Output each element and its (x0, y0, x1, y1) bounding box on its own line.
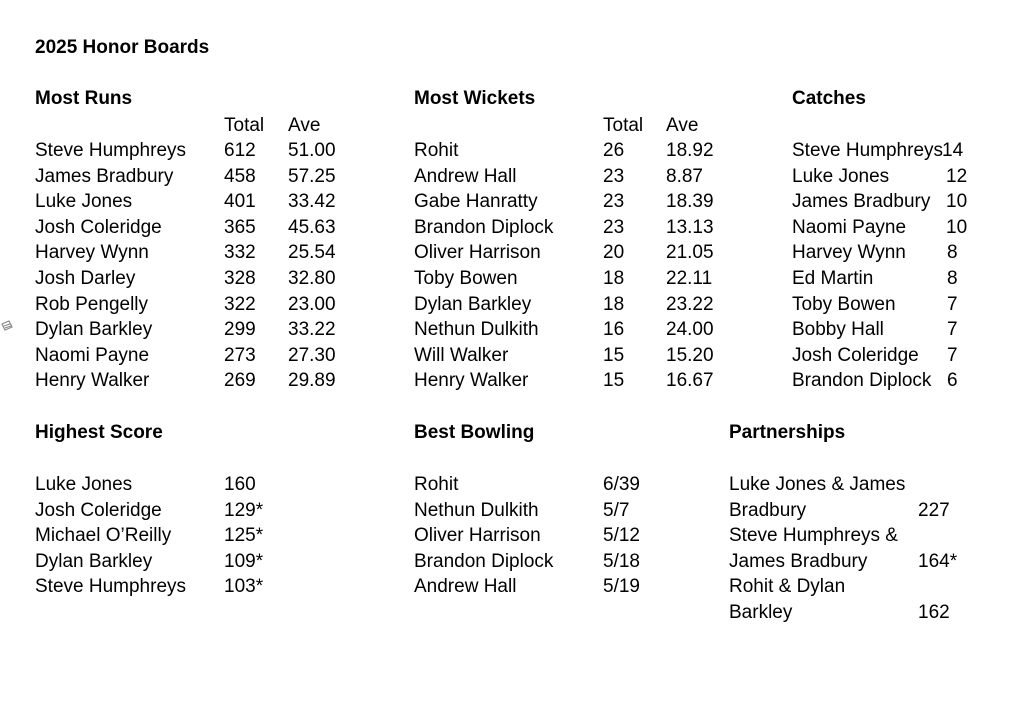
player-name: Josh Coleridge (792, 344, 919, 366)
partnership-runs: 164* (918, 550, 958, 572)
bowling-figures: 5/12 (603, 525, 640, 547)
player-name: Josh Darley (35, 267, 136, 289)
runs-total: 365 (224, 216, 256, 238)
bowling-average: 21.05 (666, 242, 714, 264)
runs-total: 273 (224, 344, 256, 366)
player-name: Rohit (414, 474, 459, 495)
catches-row (792, 164, 992, 190)
highest-score-row (35, 574, 335, 600)
most-wickets-row (414, 215, 744, 241)
wickets-total: 18 (603, 267, 625, 289)
player-name: Bobby Hall (792, 319, 884, 341)
player-name: Harvey Wynn (792, 242, 906, 264)
most-runs-heading: Most Runs (35, 88, 133, 109)
high-score: 103* (224, 576, 264, 598)
most-runs-row (35, 164, 365, 190)
player-name: Ed Martin (792, 267, 874, 289)
most-wickets-row (414, 343, 744, 369)
catch-count: 10 (946, 216, 968, 238)
player-name: Dylan Barkley (414, 293, 532, 315)
player-name: Toby Bowen (414, 267, 518, 289)
bowling-average: 15.20 (666, 344, 714, 366)
player-name: Luke Jones (35, 191, 133, 213)
partnership-row (729, 472, 1009, 523)
player-name: James Bradbury (792, 191, 931, 213)
player-name: Naomi Payne (35, 344, 150, 366)
partnerships-table (729, 472, 1009, 626)
runs-total: 401 (224, 191, 256, 213)
wickets-total: 23 (603, 216, 625, 238)
wickets-total: 15 (603, 344, 625, 366)
most-wickets-total-header: Total (603, 115, 644, 136)
most-runs-row (35, 240, 365, 266)
catches-row (792, 317, 992, 343)
runs-total: 269 (224, 370, 256, 392)
bowling-figures: 5/7 (603, 499, 630, 521)
runs-total: 612 (224, 140, 256, 161)
partnership-names-line2: Bradbury (729, 499, 807, 521)
player-name: Will Walker (414, 344, 509, 366)
player-name: Henry Walker (35, 370, 150, 392)
most-wickets-row (414, 240, 744, 266)
most-wickets-row (414, 368, 744, 394)
most-runs-total-header: Total (224, 115, 265, 136)
wickets-total: 20 (603, 242, 625, 264)
player-name: Brandon Diplock (792, 370, 932, 392)
catch-count: 8 (947, 267, 958, 289)
player-name: Steve Humphreys (35, 140, 187, 161)
partnership-names-line2: Barkley (729, 601, 793, 623)
catch-count: 7 (947, 319, 958, 341)
best-bowling-row (414, 549, 714, 575)
partnership-row (729, 523, 1009, 574)
catch-count: 6 (947, 370, 958, 392)
catches-row (792, 292, 992, 318)
bowling-average: 18.39 (666, 191, 714, 213)
catches-heading: Catches (792, 88, 866, 109)
catches-row (792, 266, 992, 292)
catches-row (792, 240, 992, 266)
partnership-runs: 227 (918, 499, 950, 521)
most-wickets-row (414, 138, 744, 164)
high-score: 125* (224, 525, 264, 547)
best-bowling-row (414, 574, 714, 600)
partnership-row (729, 574, 1009, 625)
most-wickets-heading: Most Wickets (414, 88, 536, 109)
most-runs-row (35, 189, 365, 215)
wickets-total: 26 (603, 140, 625, 161)
highest-score-row (35, 498, 335, 524)
most-wickets-row (414, 189, 744, 215)
runs-total: 299 (224, 319, 256, 341)
player-name: Michael O’Reilly (35, 525, 172, 547)
batting-average: 57.25 (288, 165, 336, 187)
runs-total: 458 (224, 165, 256, 187)
player-name: Steve Humphreys (792, 140, 944, 161)
player-name: Nethun Dulkith (414, 499, 539, 521)
player-name: Luke Jones (35, 474, 133, 495)
partnership-names-line1: Luke Jones & James (729, 474, 906, 495)
wickets-total: 18 (603, 293, 625, 315)
most-wickets-row (414, 292, 744, 318)
player-name: Oliver Harrison (414, 525, 541, 547)
runs-total: 332 (224, 242, 256, 264)
high-score: 109* (224, 550, 264, 572)
most-wickets-row (414, 266, 744, 292)
best-bowling-row (414, 472, 714, 498)
most-runs-table (35, 138, 365, 394)
best-bowling-heading: Best Bowling (414, 422, 535, 443)
player-name: Oliver Harrison (414, 242, 541, 264)
batting-average: 51.00 (288, 140, 336, 161)
page-title: 2025 Honor Boards (35, 37, 210, 58)
player-name: Brandon Diplock (414, 550, 554, 572)
highest-score-heading: Highest Score (35, 422, 163, 443)
player-name: Andrew Hall (414, 576, 517, 598)
catches-row (792, 138, 992, 164)
player-name: Dylan Barkley (35, 550, 153, 572)
catch-count: 7 (947, 293, 958, 315)
high-score: 129* (224, 499, 264, 521)
most-runs-row (35, 292, 365, 318)
bowling-figures: 6/39 (603, 474, 640, 495)
player-name: Henry Walker (414, 370, 529, 392)
player-name: Rohit (414, 140, 459, 161)
player-name: Steve Humphreys (35, 576, 187, 598)
best-bowling-table (414, 472, 714, 600)
partnership-names-line2: James Bradbury (729, 550, 868, 572)
highest-score-table (35, 472, 335, 600)
text-wrap-anchor-icon (0, 318, 14, 336)
bowling-average: 16.67 (666, 370, 714, 392)
bowling-figures: 5/18 (603, 550, 640, 572)
catches-row (792, 189, 992, 215)
player-name: Josh Coleridge (35, 499, 162, 521)
bowling-figures: 5/19 (603, 576, 640, 598)
bowling-average: 18.92 (666, 140, 714, 161)
player-name: Josh Coleridge (35, 216, 162, 238)
best-bowling-row (414, 523, 714, 549)
player-name: Gabe Hanratty (414, 191, 538, 213)
most-wickets-ave-header: Ave (666, 115, 699, 136)
catch-count: 8 (947, 242, 958, 264)
batting-average: 29.89 (288, 370, 336, 392)
player-name: Nethun Dulkith (414, 319, 539, 341)
most-runs-row (35, 317, 365, 343)
most-runs-row (35, 343, 365, 369)
catches-row (792, 215, 992, 241)
catch-count: 7 (947, 344, 958, 366)
most-runs-row (35, 266, 365, 292)
most-wickets-row (414, 317, 744, 343)
bowling-average: 8.87 (666, 165, 703, 187)
runs-total: 322 (224, 293, 256, 315)
player-name: Dylan Barkley (35, 319, 153, 341)
player-name: Rob Pengelly (35, 293, 149, 315)
player-name: Andrew Hall (414, 165, 517, 187)
batting-average: 45.63 (288, 216, 336, 238)
catches-row (792, 368, 992, 394)
batting-average: 33.42 (288, 191, 336, 213)
wickets-total: 23 (603, 165, 625, 187)
batting-average: 33.22 (288, 319, 336, 341)
player-name: James Bradbury (35, 165, 174, 187)
player-name: Naomi Payne (792, 216, 907, 238)
catch-count: 10 (946, 191, 968, 213)
runs-total: 328 (224, 267, 256, 289)
catch-count: 12 (946, 165, 968, 187)
partnership-runs: 162 (918, 601, 950, 623)
wickets-total: 15 (603, 370, 625, 392)
highest-score-row (35, 523, 335, 549)
most-runs-row (35, 368, 365, 394)
partnership-names-line1: Steve Humphreys & (729, 525, 898, 547)
highest-score-row (35, 472, 335, 498)
catches-row (792, 343, 992, 369)
partnerships-heading: Partnerships (729, 422, 846, 443)
player-name: Toby Bowen (792, 293, 896, 315)
most-runs-row (35, 215, 365, 241)
wickets-total: 23 (603, 191, 625, 213)
most-wickets-row (414, 164, 744, 190)
batting-average: 25.54 (288, 242, 336, 264)
batting-average: 32.80 (288, 267, 336, 289)
bowling-average: 22.11 (666, 267, 713, 289)
catches-table (792, 138, 992, 394)
wickets-total: 16 (603, 319, 625, 341)
player-name: Luke Jones (792, 165, 890, 187)
batting-average: 27.30 (288, 344, 336, 366)
bowling-average: 13.13 (666, 216, 714, 238)
best-bowling-row (414, 498, 714, 524)
most-runs-ave-header: Ave (288, 115, 321, 136)
bowling-average: 23.22 (666, 293, 714, 315)
batting-average: 23.00 (288, 293, 336, 315)
high-score: 160 (224, 474, 256, 495)
most-runs-row (35, 138, 365, 164)
player-name: Harvey Wynn (35, 242, 149, 264)
highest-score-row (35, 549, 335, 575)
most-wickets-table (414, 138, 744, 394)
bowling-average: 24.00 (666, 319, 714, 341)
catch-count: 14 (942, 140, 964, 161)
partnership-names-line1: Rohit & Dylan (729, 576, 846, 598)
player-name: Brandon Diplock (414, 216, 554, 238)
